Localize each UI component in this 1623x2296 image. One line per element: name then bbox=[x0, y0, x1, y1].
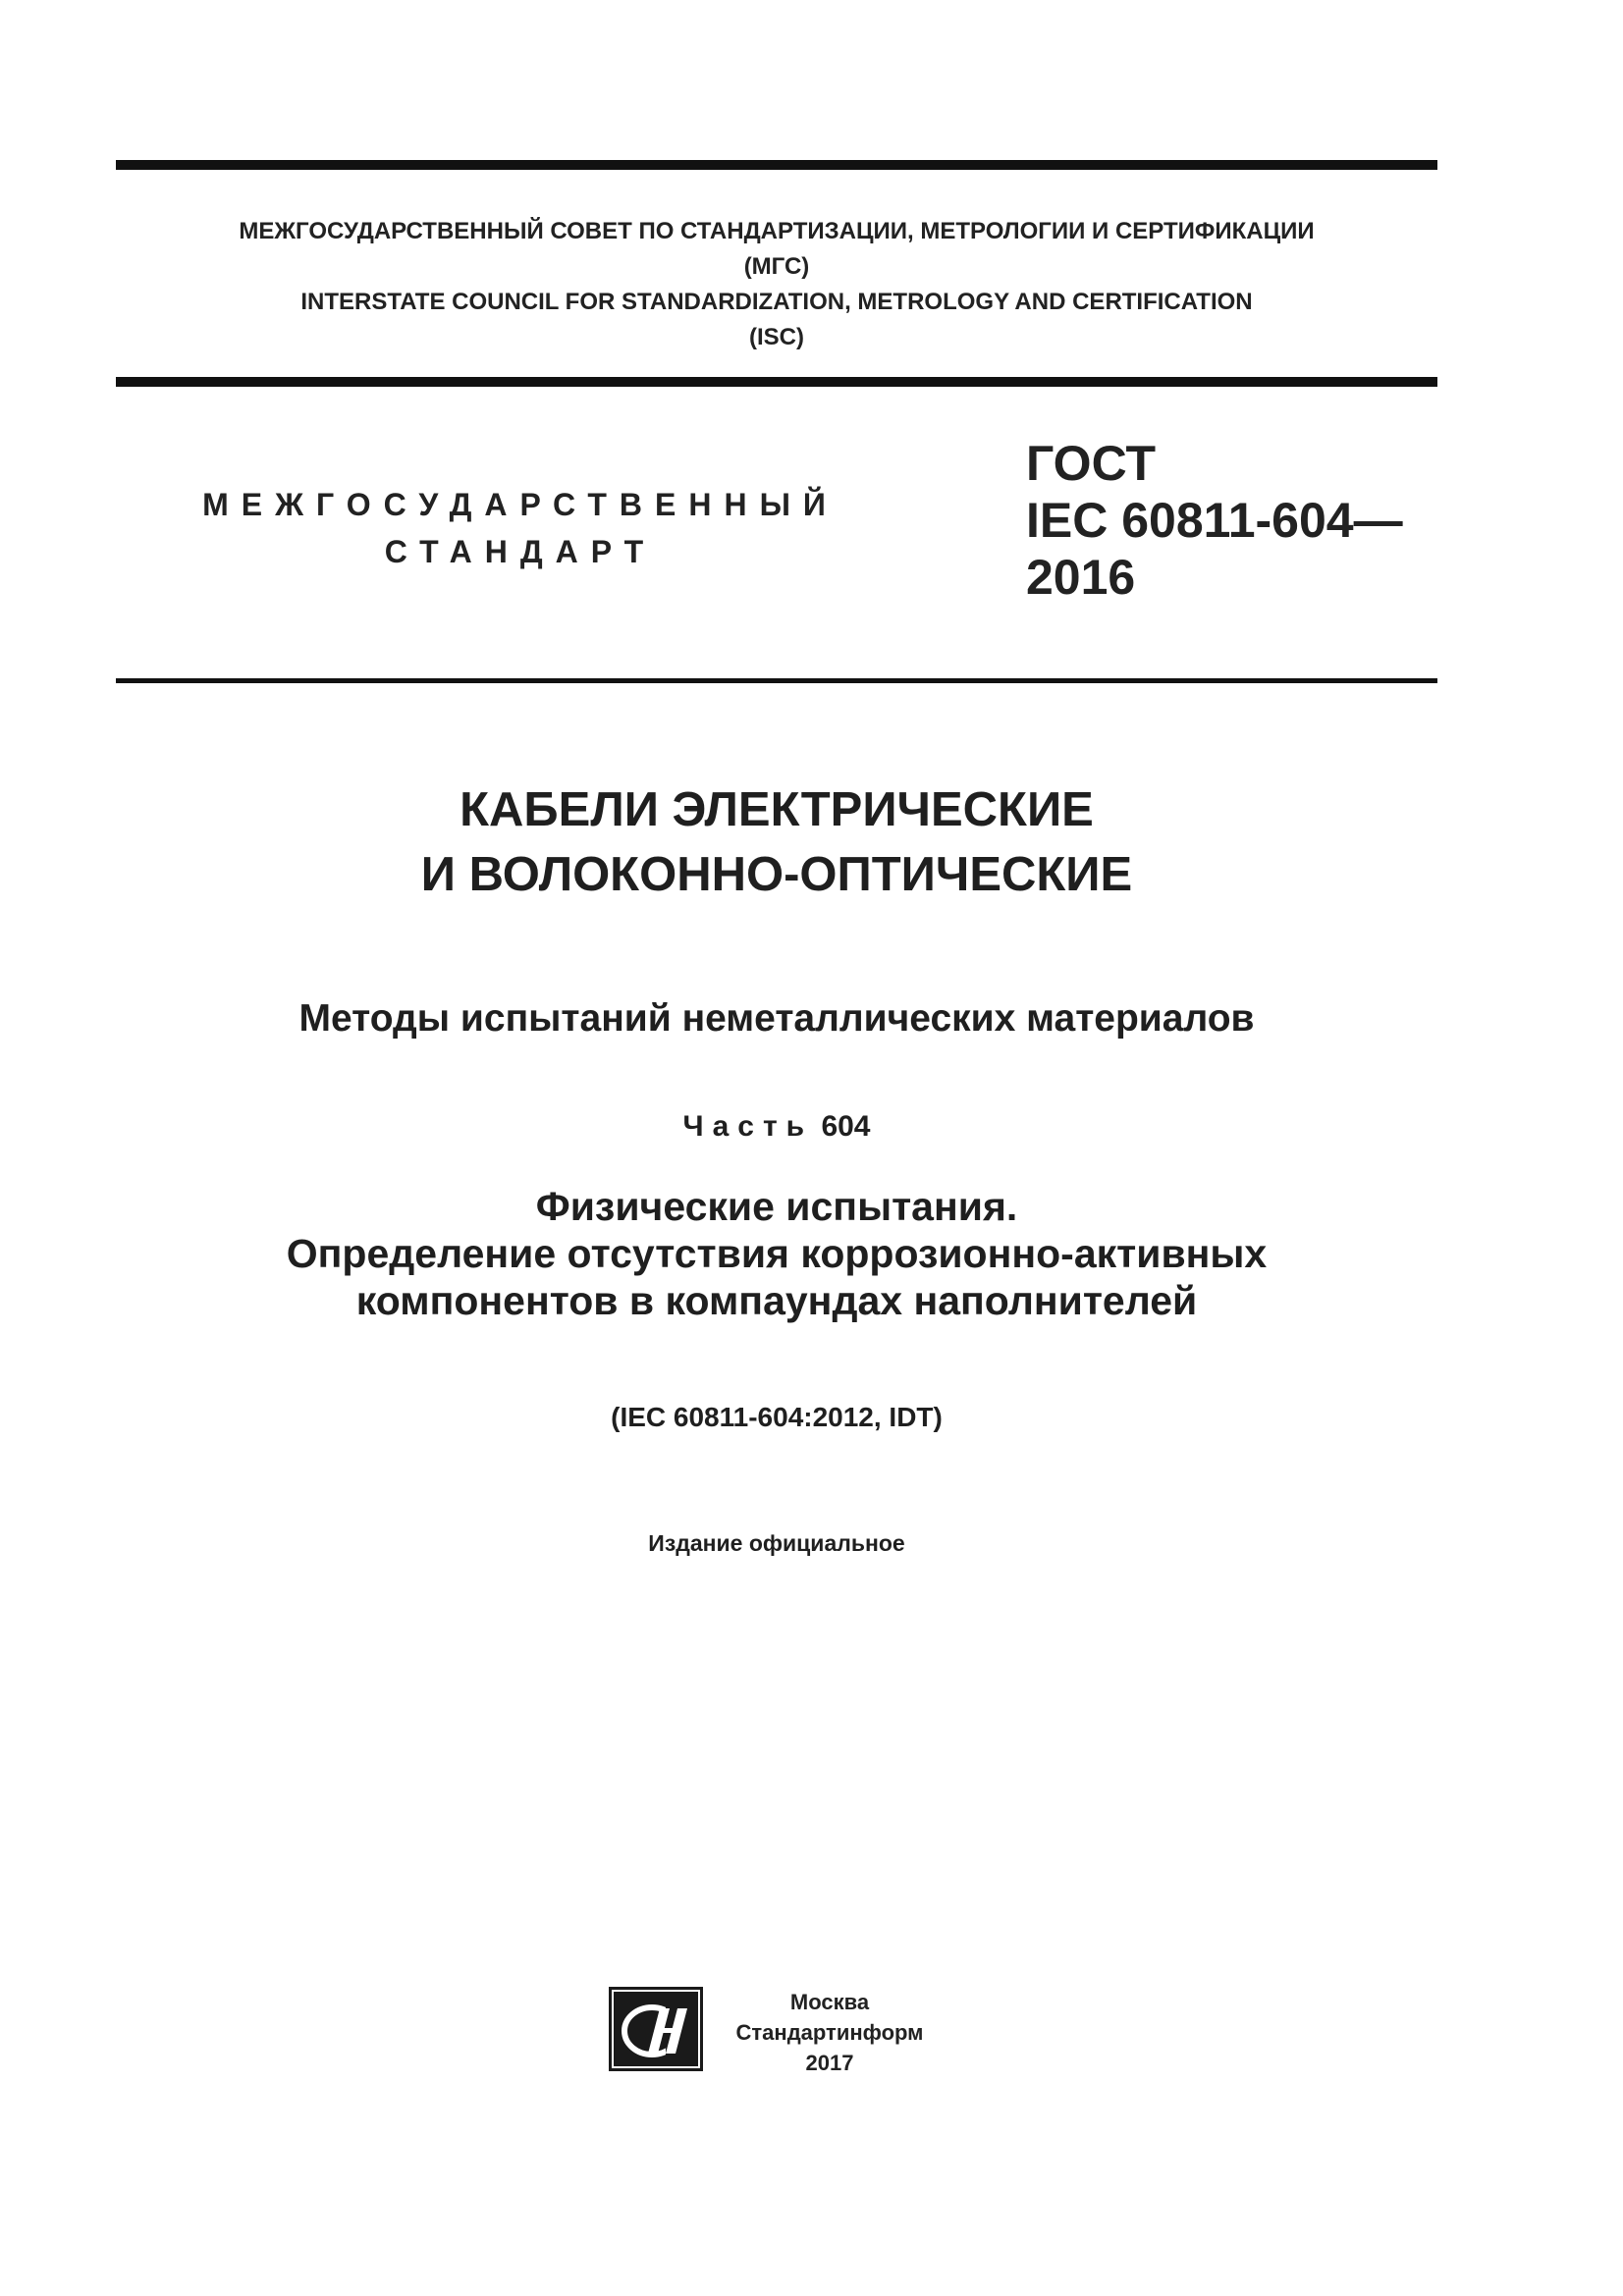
document-title bbox=[116, 777, 1437, 907]
part-number: 604 bbox=[821, 1110, 871, 1143]
part-heading bbox=[116, 1107, 1437, 1147]
document-subtitle: Методы испытаний неметаллических материалов bbox=[298, 997, 1255, 1040]
standard-type-line1: МЕЖГОСУДАРСТВЕННЫЙ bbox=[202, 487, 839, 522]
designation-gost: ГОСТ bbox=[1026, 436, 1156, 491]
part-title-line1: Физические испытания. bbox=[535, 1184, 1018, 1229]
middle-divider bbox=[116, 377, 1437, 387]
part-title-line3: компонентов в компаундах наполнителей bbox=[355, 1278, 1198, 1323]
standartinform-logo-icon bbox=[609, 1987, 703, 2071]
edition-note: Издание официальное bbox=[648, 1530, 905, 1556]
title-line1: КАБЕЛИ ЭЛЕКТРИЧЕСКИЕ bbox=[460, 783, 1094, 836]
publisher-year: 2017 bbox=[805, 2051, 854, 2075]
designation-year: 2016 bbox=[1026, 550, 1136, 605]
publisher-block bbox=[717, 1987, 943, 2078]
lower-divider bbox=[116, 678, 1437, 683]
council-abbr-en: (ISC) bbox=[749, 324, 804, 350]
standard-type bbox=[187, 481, 854, 575]
council-header bbox=[116, 214, 1437, 355]
top-divider bbox=[116, 160, 1437, 170]
publisher-name: Стандартинформ bbox=[735, 2020, 924, 2045]
designation-number: IEC 60811-604— bbox=[1026, 493, 1403, 548]
council-name-en: INTERSTATE COUNCIL FOR STANDARDIZATION, METROLOGY AND CERTIFICATION bbox=[300, 289, 1253, 315]
standard-type-line2: СТАНДАРТ bbox=[384, 534, 657, 569]
part-label: Часть bbox=[682, 1110, 814, 1143]
publisher-city: Москва bbox=[789, 1990, 870, 2014]
part-title bbox=[116, 1183, 1437, 1324]
iec-reference: (IEC 60811-604:2012, IDT) bbox=[611, 1402, 943, 1432]
council-name-ru: МЕЖГОСУДАРСТВЕННЫЙ СОВЕТ ПО СТАНДАРТИЗАЦИИ, МЕТРОЛОГИИ И СЕРТИФИКАЦИИ bbox=[239, 218, 1315, 244]
standard-designation bbox=[1026, 435, 1438, 606]
title-line2: И ВОЛОКОННО-ОПТИЧЕСКИЕ bbox=[420, 848, 1133, 901]
council-abbr-ru: (МГС) bbox=[743, 253, 810, 280]
part-title-line2: Определение отсутствия коррозионно-активных bbox=[286, 1231, 1268, 1276]
